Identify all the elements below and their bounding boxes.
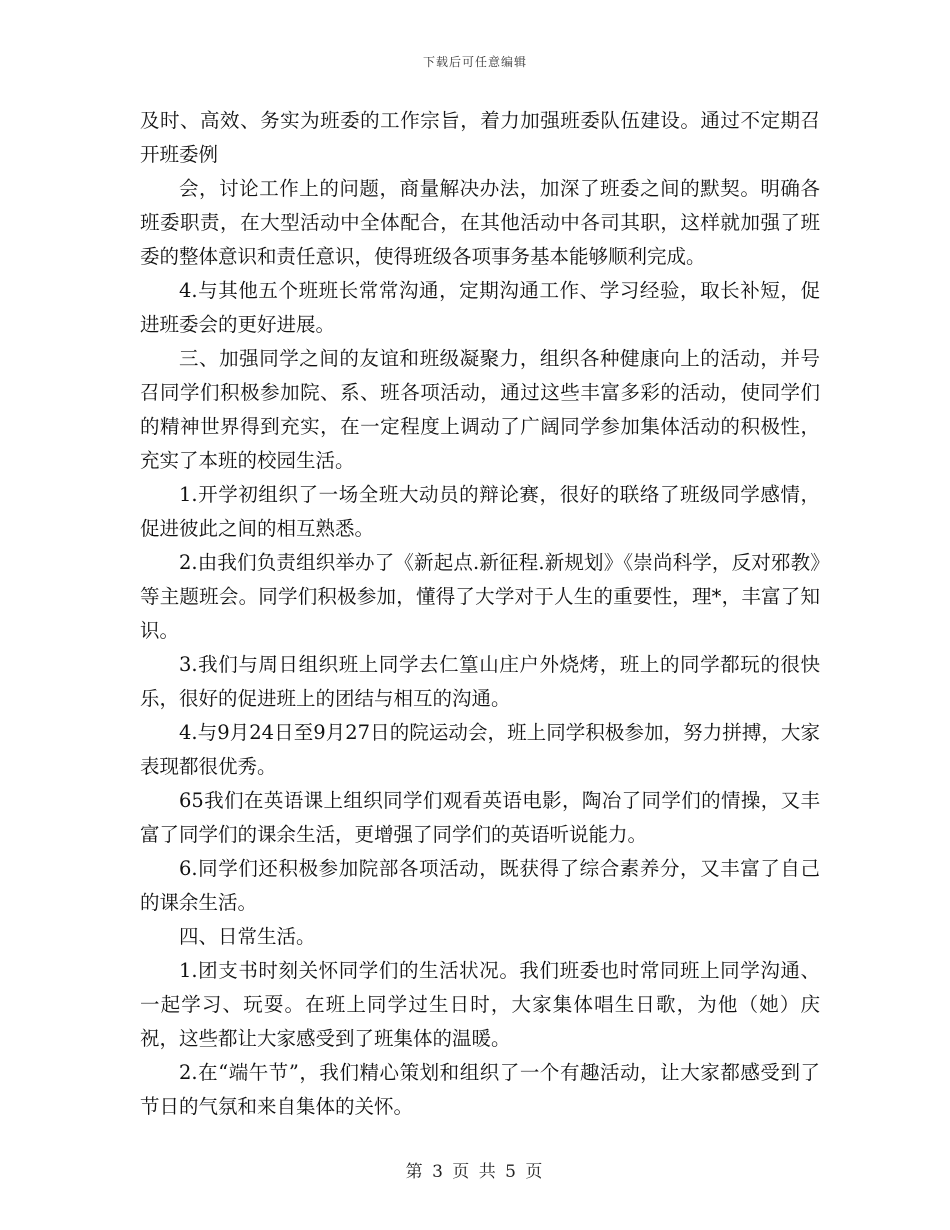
section-heading: 四、日常生活。: [179, 925, 316, 948]
paragraph: 4.与其他五个班班长常常沟通，定期沟通工作、学习经验，取长补短，促进班委会的更好进展。: [140, 279, 820, 336]
page-number: 第 3 页 共 5 页: [405, 1162, 545, 1182]
paragraph: 3.我们与周日组织班上同学去仁篁山庄户外烧烤，班上的同学都玩的很快乐，很好的促进班上的团结与相互的沟通。: [140, 653, 820, 710]
paragraph: 三、加强同学之间的友谊和班级凝聚力，组织各种健康向上的活动，并号召同学们积极参加院、系、班各项活动，通过这些丰富多彩的活动，使同学们的精神世界得到充实，在一定程度上调动了广阔同学参加集体活动的积极性，充实了本班的校园生活。: [140, 347, 820, 472]
paragraph: 会，讨论工作上的问题，商量解决办法，加深了班委之间的默契。明确各班委职责，在大型活动中全体配合，在其他活动中各司其职，这样就加强了班委的整体意识和责任意识，使得班级各项事务基本能够顺利完成。: [140, 177, 820, 268]
paragraph: 1.开学初组织了一场全班大动员的辩论赛，很好的联络了班级同学感情，促进彼此之间的相互熟悉。: [140, 483, 820, 540]
paragraph: 及时、高效、务实为班委的工作宗旨，着力加强班委队伍建设。通过不定期召开班委例: [140, 109, 820, 166]
header-note: 下载后可任意编辑: [422, 55, 527, 69]
paragraph: 4.与9月24日至9月27日的院运动会，班上同学积极参加，努力拼搏，大家表现都很优秀。: [140, 721, 820, 778]
paragraph: 1.团支书时刻关怀同学们的生活状况。我们班委也时常同班上同学沟通、一起学习、玩耍。在班上同学过生日时，大家集体唱生日歌，为他（她）庆祝，这些都让大家感受到了班集体的温暖。: [140, 959, 820, 1050]
paragraph: 65我们在英语课上组织同学们观看英语电影，陶冶了同学们的情操，又丰富了同学们的课余生活，更增强了同学们的英语听说能力。: [140, 789, 820, 846]
paragraph: 2.由我们负责组织举办了《新起点.新征程.新规划》《崇尚科学，反对邪教》等主题班会。同学们积极参加，懂得了大学对于人生的重要性，理*，丰富了知识。: [140, 551, 820, 642]
paragraph: 6.同学们还积极参加院部各项活动，既获得了综合素养分，又丰富了自己的课余生活。: [140, 857, 820, 914]
document-body: [140, 104, 820, 1124]
paragraph: 2.在“端午节”，我们精心策划和组织了一个有趣活动，让大家都感受到了节日的气氛和来自集体的关怀。: [140, 1061, 820, 1118]
